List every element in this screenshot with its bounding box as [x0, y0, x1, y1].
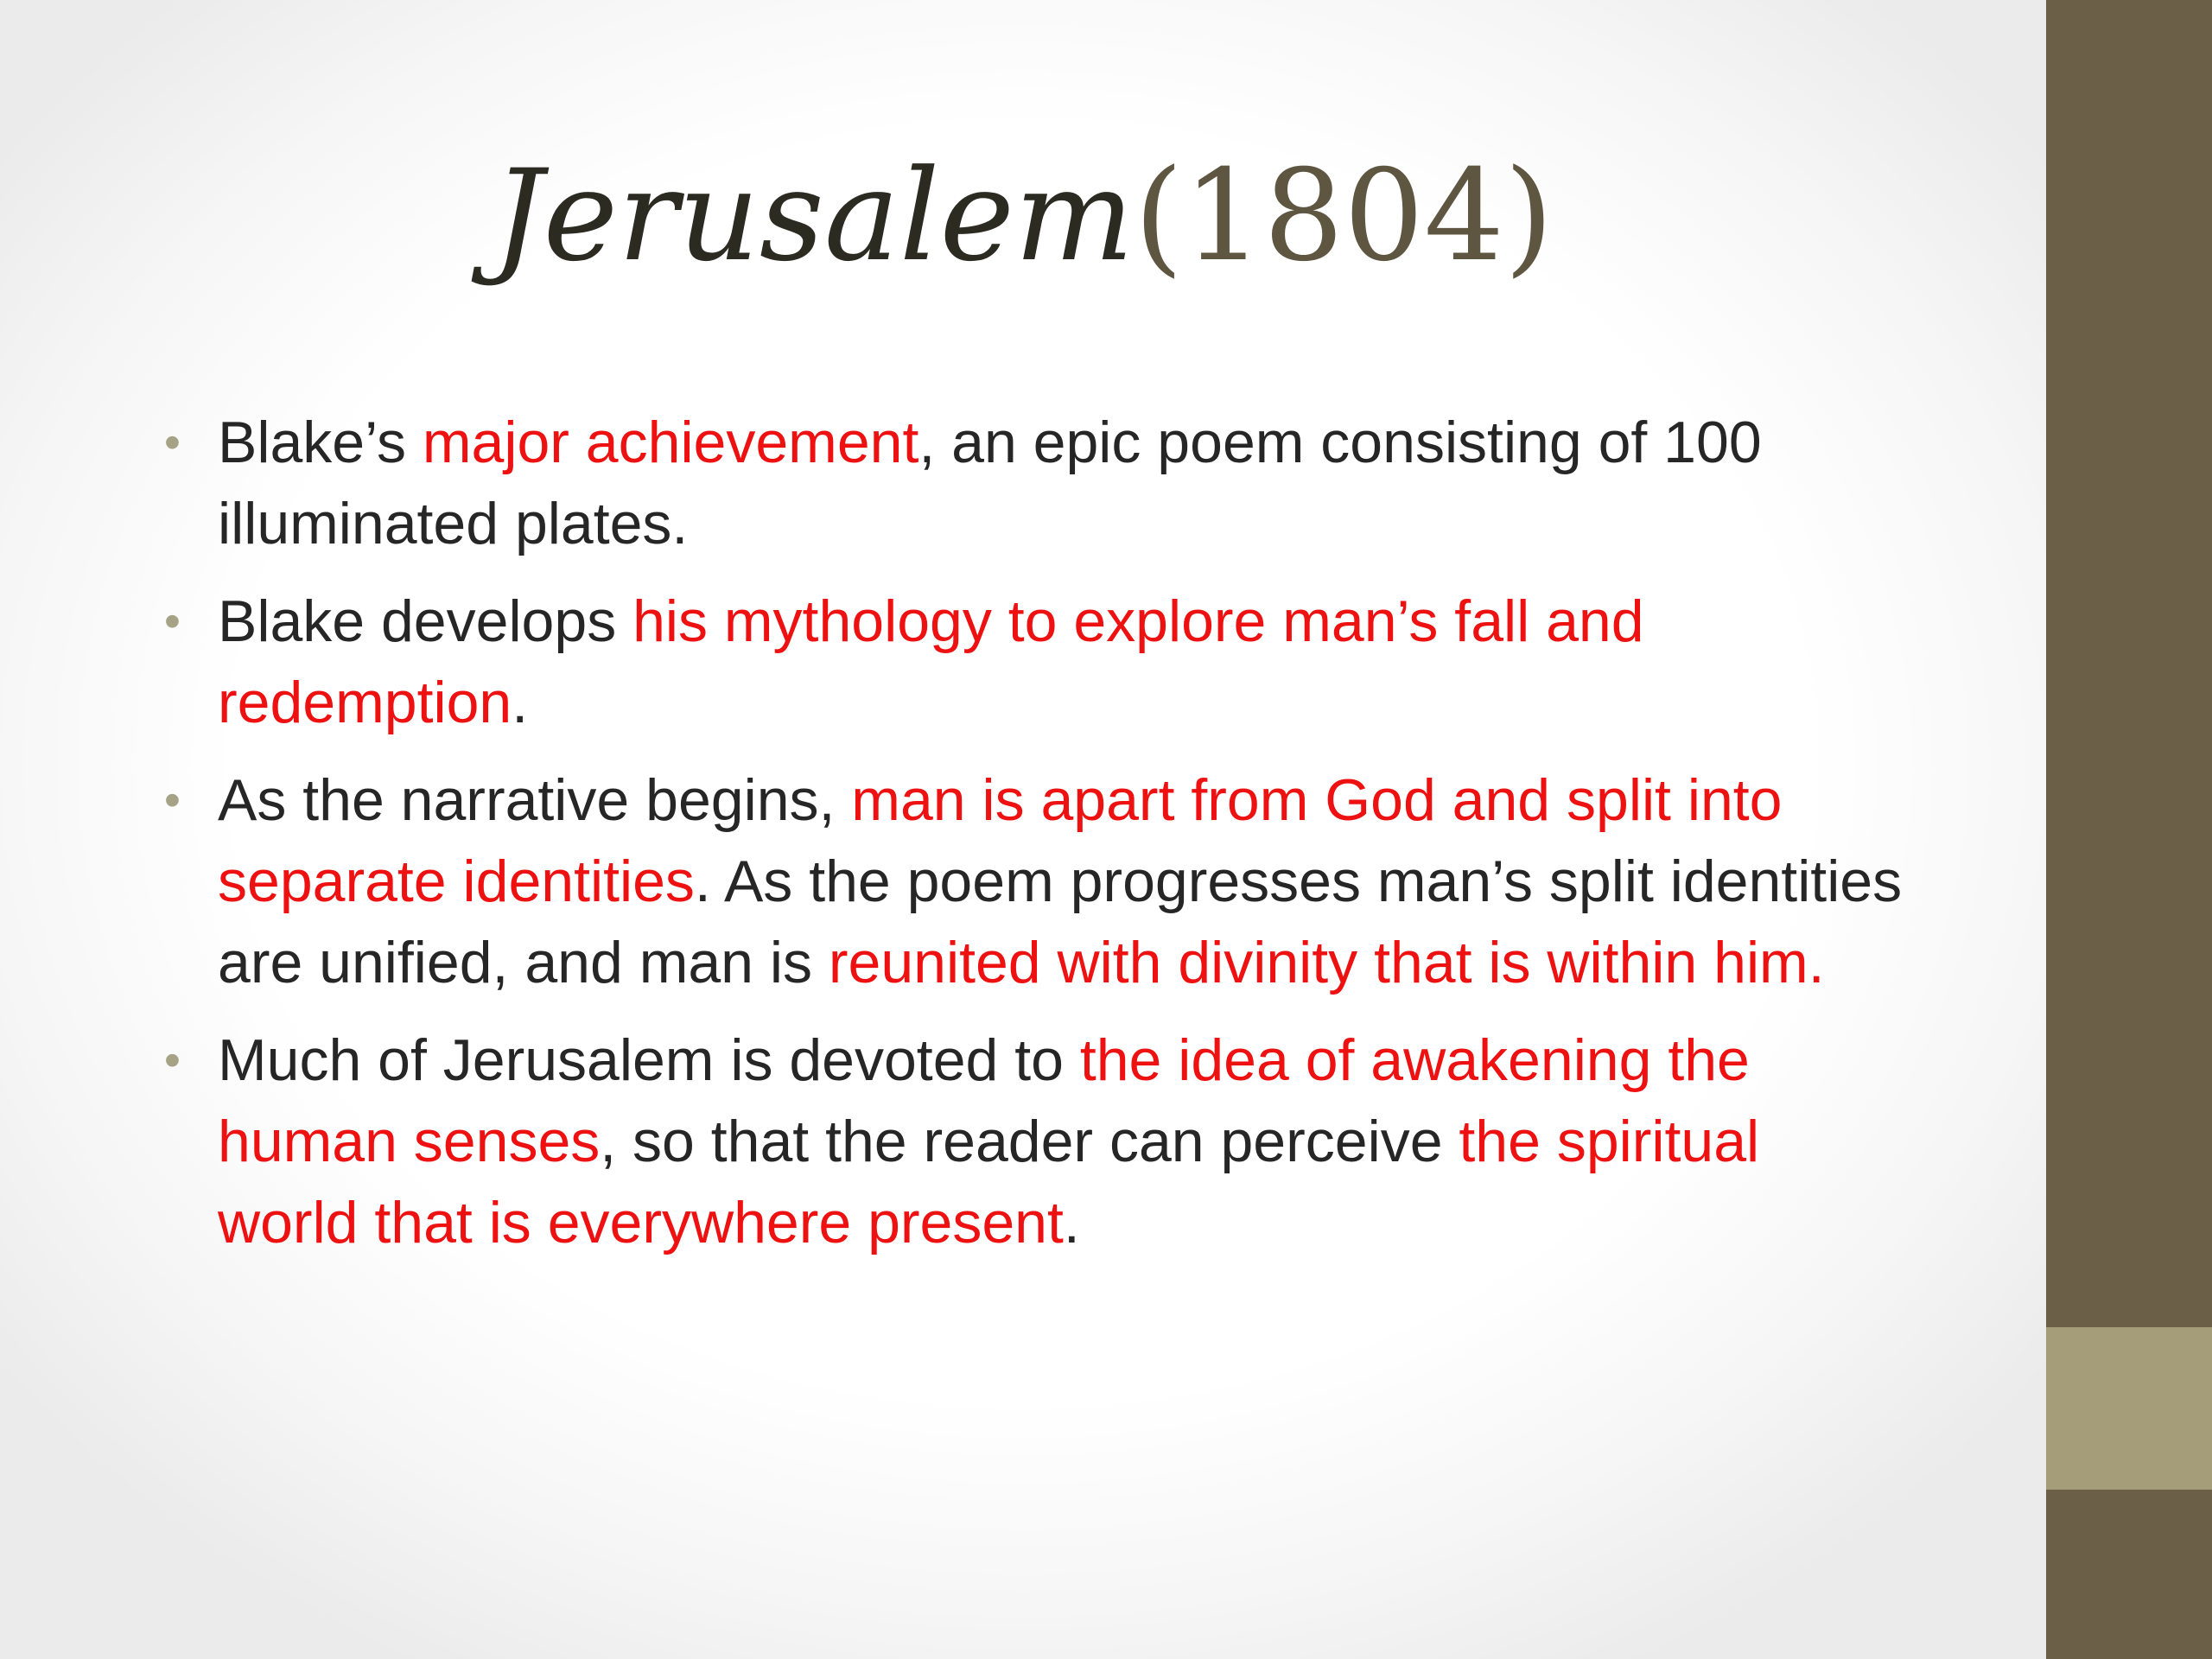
- bullet-item: [156, 402, 1910, 564]
- highlighted-text: reunited with divinity that is within him.: [828, 930, 1825, 995]
- bullet-dot-icon: •: [164, 774, 181, 826]
- bullet-list: [156, 402, 1910, 1280]
- bullet-dot-icon: •: [164, 416, 181, 468]
- body-text: .: [512, 670, 529, 735]
- bullet-dot-icon: •: [164, 595, 181, 647]
- highlighted-text: major achievement: [422, 410, 919, 475]
- body-text: Much of Jerusalem is devoted to: [218, 1027, 1080, 1093]
- side-decoration-bar: [2046, 0, 2212, 1659]
- body-text: Blake develops: [218, 588, 633, 654]
- slide-title: [0, 138, 2046, 294]
- title-work-name: Jerusalem: [493, 143, 1135, 289]
- side-decoration-accent: [2046, 1327, 2212, 1490]
- body-text: , so that the reader can perceive: [600, 1109, 1459, 1174]
- bullet-item: [156, 760, 1910, 1003]
- highlighted-text: his mythology to explore man’s fall and redemption: [218, 588, 1644, 735]
- body-text: As the narrative begins,: [218, 767, 852, 833]
- title-year: (1804): [1134, 143, 1554, 289]
- bullet-dot-icon: •: [164, 1034, 181, 1086]
- highlighted-text: the spiritual world that is everywhere present: [218, 1109, 1760, 1255]
- body-text: .: [1063, 1190, 1080, 1255]
- bullet-item: [156, 581, 1910, 743]
- body-text: Blake’s: [218, 410, 423, 475]
- highlighted-text: the idea of awakening the human senses: [218, 1027, 1750, 1174]
- bullet-item: [156, 1020, 1910, 1263]
- highlighted-text: man is apart from God and split into separate identities: [218, 767, 1783, 914]
- body-text: , an epic poem consisting of 100 illuminated plates.: [218, 410, 1762, 556]
- body-text: . As the poem progresses man’s split identities are unified, and man is: [218, 849, 1903, 995]
